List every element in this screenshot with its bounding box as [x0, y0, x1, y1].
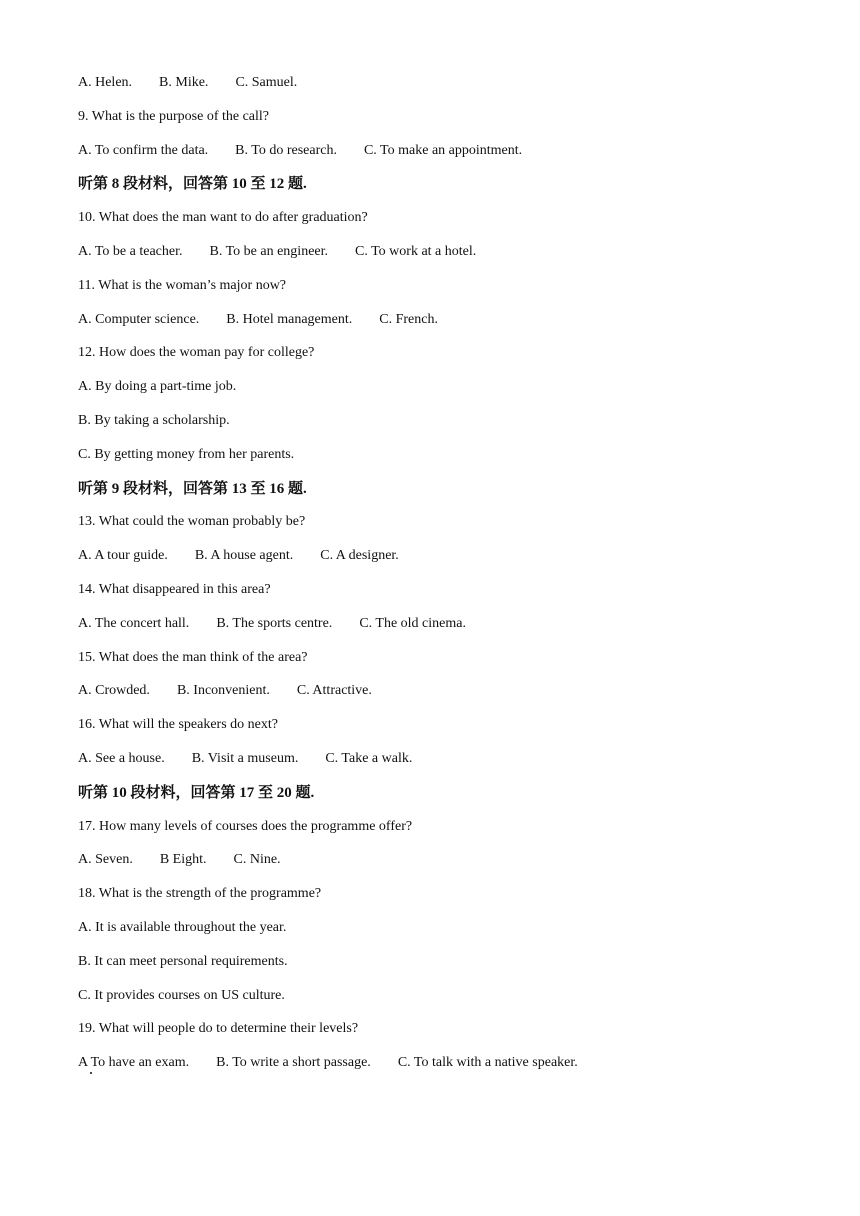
answer-option: A. See a house.	[78, 750, 165, 766]
answer-options	[78, 541, 798, 575]
answer-options	[78, 981, 798, 1015]
answer-option: A. Crowded.	[78, 683, 150, 699]
answer-options	[78, 406, 798, 440]
answer-options	[78, 1048, 798, 1082]
question-text: 19. What will people do to determine their levels?	[78, 1021, 359, 1037]
answer-option: B. To write a short passage.	[216, 1055, 371, 1071]
answer-option: C. French.	[379, 311, 438, 327]
question-text: 12. How does the woman pay for college?	[78, 345, 315, 361]
answer-option: A. It is available throughout the year.	[78, 919, 287, 935]
answer-options	[78, 68, 798, 102]
answer-option: B. Inconvenient.	[176, 683, 270, 699]
stray-mark	[90, 1072, 92, 1074]
answer-option: B. To be an engineer.	[209, 243, 329, 259]
question-text: 17. How many levels of courses does the programme offer?	[78, 818, 413, 834]
answer-options	[78, 676, 798, 710]
answer-option: A. A tour guide.	[78, 548, 168, 564]
answer-option: A. To confirm the data.	[78, 142, 209, 158]
question-text: 10. What does the man want to do after graduation?	[78, 210, 368, 226]
answer-option: C. Nine.	[233, 852, 281, 868]
answer-option: B. A house agent.	[194, 548, 294, 564]
answer-option: A. By doing a part-time job.	[78, 379, 237, 395]
answer-option: A. Computer science.	[78, 311, 200, 327]
answer-option: B Eight.	[159, 852, 207, 868]
section-heading: 听第 10 段材料，回答第 17 至 20 题.	[78, 784, 315, 801]
section-heading: 听第 9 段材料，回答第 13 至 16 题.	[78, 480, 307, 497]
answer-options	[78, 744, 798, 778]
answer-options	[78, 440, 798, 474]
answer-option: B. Hotel management.	[226, 311, 353, 327]
answer-option: C. It provides courses on US culture.	[78, 987, 285, 1003]
answer-option: C. To work at a hotel.	[355, 243, 477, 259]
answer-option: C. Take a walk.	[325, 750, 413, 766]
answer-options	[78, 845, 798, 879]
answer-option: A. Seven.	[78, 852, 133, 868]
answer-option: C. To talk with a native speaker.	[397, 1055, 578, 1071]
question-text: 14. What disappeared in this area?	[78, 581, 271, 597]
answer-option: B. Mike.	[159, 75, 209, 90]
answer-option: A. The concert hall.	[78, 615, 190, 631]
answer-option: A. To be a teacher.	[78, 243, 183, 259]
answer-options	[78, 136, 798, 170]
answer-options	[78, 947, 798, 981]
answer-option: C. By getting money from her parents.	[78, 446, 295, 462]
question-text: 16. What will the speakers do next?	[78, 717, 278, 733]
answer-option: C. To make an appointment.	[363, 142, 523, 158]
question-text: 11. What is the woman’s major now?	[78, 277, 287, 293]
answer-option: A. Helen.	[78, 75, 133, 90]
answer-option: C. A designer.	[320, 548, 399, 564]
answer-option: C. Samuel.	[235, 75, 298, 90]
answer-option: C. Attractive.	[296, 683, 372, 699]
answer-options	[78, 237, 798, 271]
answer-options	[78, 372, 798, 406]
answer-option: A To have an exam.	[78, 1055, 190, 1071]
question-text: 15. What does the man think of the area?	[78, 649, 308, 665]
section-heading: 听第 8 段材料，回答第 10 至 12 题.	[78, 176, 307, 193]
answer-option: B. To do research.	[235, 142, 337, 158]
answer-options	[78, 913, 798, 947]
question-text: 9. What is the purpose of the call?	[78, 108, 270, 124]
answer-option: B. It can meet personal requirements.	[78, 953, 288, 969]
document-page	[78, 68, 798, 1082]
answer-options	[78, 609, 798, 643]
answer-option: B. The sports centre.	[216, 615, 333, 631]
answer-option: C. The old cinema.	[359, 615, 466, 631]
question-text: 18. What is the strength of the programme?	[78, 886, 322, 902]
answer-options	[78, 305, 798, 339]
answer-option: B. Visit a museum.	[191, 750, 299, 766]
answer-option: B. By taking a scholarship.	[78, 412, 230, 428]
question-text: 13. What could the woman probably be?	[78, 514, 306, 530]
